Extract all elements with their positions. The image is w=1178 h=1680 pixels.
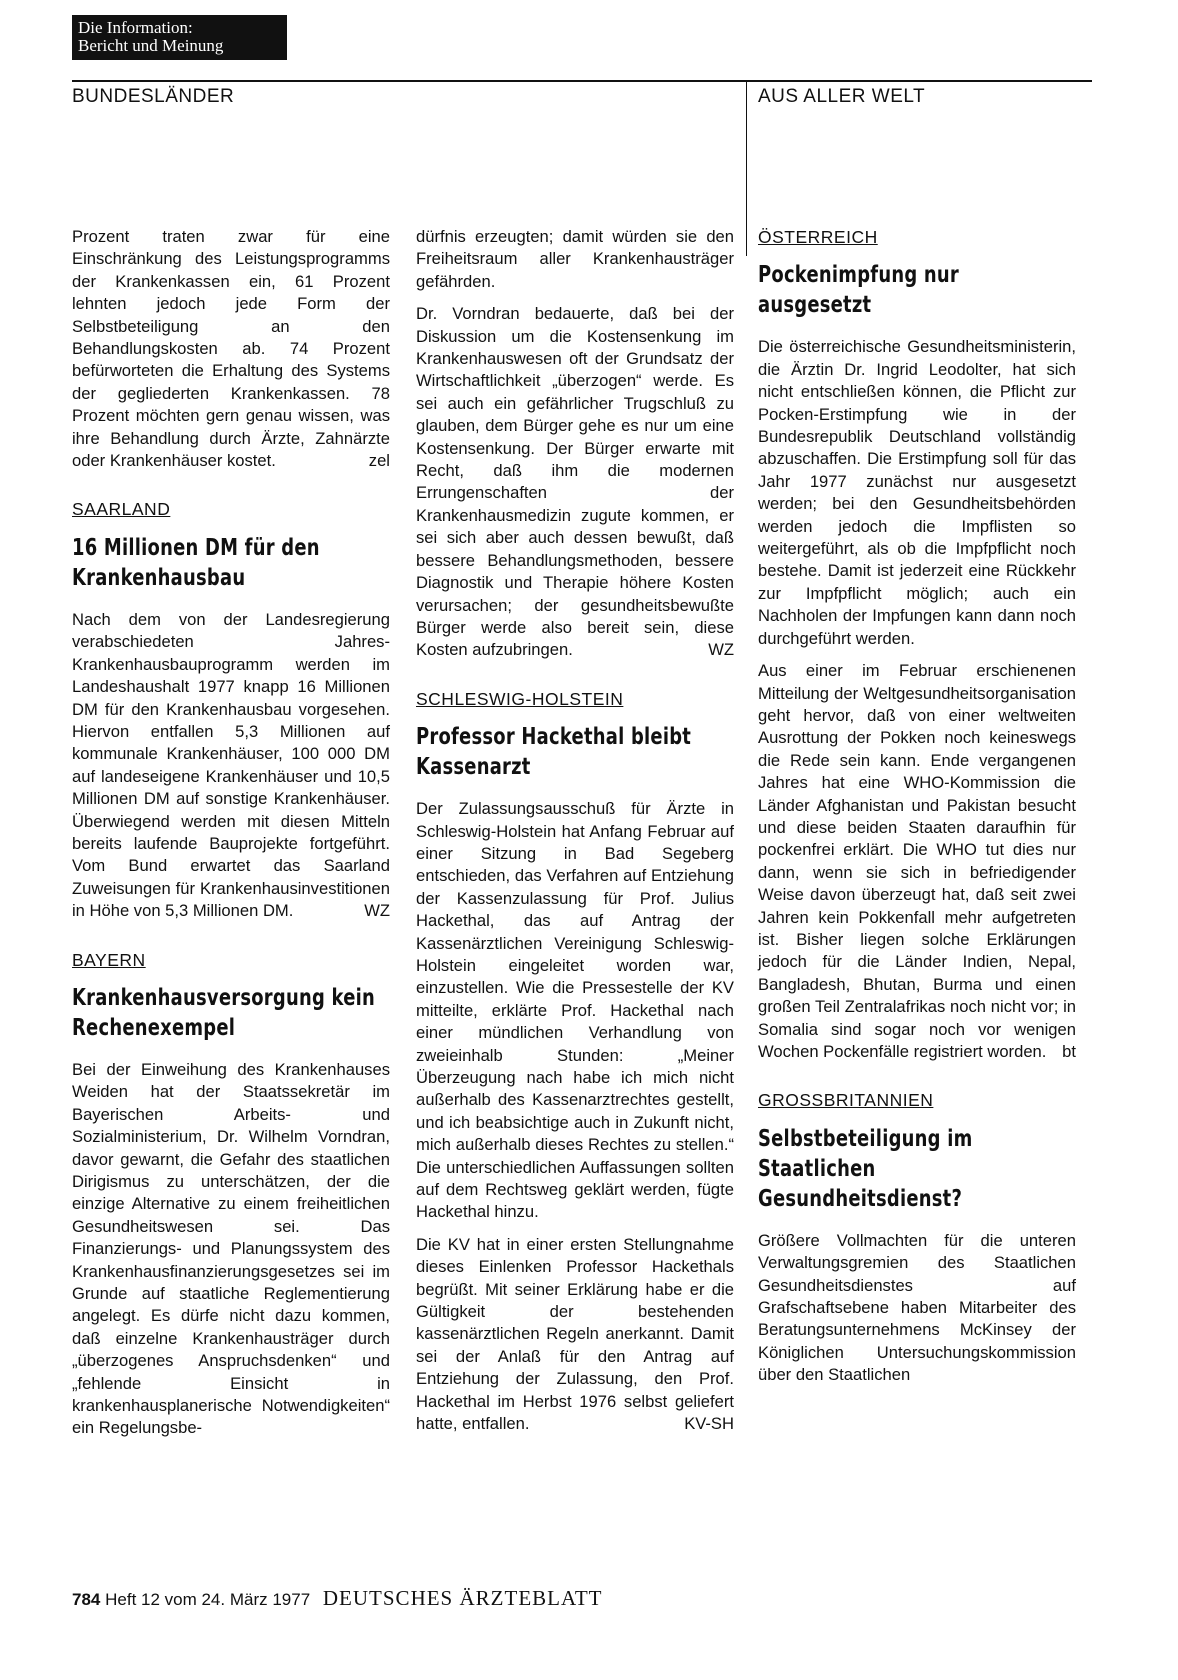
author-signature: KV-SH [684,1414,734,1434]
headline-selbstbeteiligung: Selbstbeteiligung im Staatlichen Gesundheitsdienst? [758,1125,973,1212]
headline-pockenimpfung: Pockenimpfung nur ausgesetzt [758,262,959,319]
article-paragraph: Die KV hat in einer ersten Stellungnahme dieses Einlenken Professor Hackethals begrüßt. Mit seiner Erklärung habe er die Gültigkeit der bestehenden kassenärztlichen Regeln anerkannt. Damit sei der Anlaß für den Antrag auf Entziehung der Zulassung, den Prof. Hackethal im Herbst 1976 selbst geliefert hatte, entfallen. KV-SH [416,1234,734,1436]
headline-hackethal: Professor Hackethal bleibt Kassenarzt [416,724,692,781]
issue-info: Heft 12 vom 24. März 1977 [105,1590,311,1609]
kicker-saarland: SAARLAND [72,499,171,520]
section-banner [72,15,287,60]
article-paragraph: Der Zulassungsausschuß für Ärzte in Schleswig-Holstein hat Anfang Februar auf einer Sitzung in Bad Segeberg entschieden, das Verfahren auf Entziehung der Kassenzulassung für Prof. Julius Hackethal, das auf Antrag der Kassenärztlichen Vereinigung Schleswig-Holstein eingeleitet worden war, einzustellen. Wie die Pressestelle der KV mitteilte, erklärte Prof. Hackethal nach einer mündlichen Verhandlung von zweieinhalb Stunden: „Meiner Überzeugung nach habe ich mich nicht außerhalb des Kassenarztrechtes gestellt, und ich beabsichtige auch in Zukunft nicht, mich außerhalb dieses Rechtes zu stellen.“ Die unterschiedlichen Auffassungen sollten auf dem Rechtsweg geklärt werden, fügte Hackethal hinzu. [416,799,734,1222]
article-paragraph: Größere Vollmachten für die unteren Verwaltungsgremien des Staatlichen Gesundheitsdienstes auf Grafschaftsebene haben Mitarbeiter des Beratungsunternehmens McKinsey der Königlichen Untersuchungskommission über den Staatlichen [758,1230,1076,1385]
header-rule [72,80,1092,82]
kicker-grossbritannien: GROSSBRITANNIEN [758,1090,934,1111]
author-signature: zel [368,451,390,471]
banner-line-2: Bericht und Meinung [78,36,224,55]
article-paragraph: Die österreichische Gesundheitsministerin, die Ärztin Dr. Ingrid Leodolter, hat sich nicht entschließen können, die Pflicht zur Pocken-Erstimpfung wie in der Bundesrepublik Deutschland vollständig abzuschaffen. Die Erstimpfung soll für das Jahr 1977 zunächst nur ausgesetzt werden; bei den Gesundheitsbehörden werden jedoch die Impflisten so weitergeführt, als ob die Impfpflicht noch bestehe. Damit ist jederzeit eine Rückkehr zur Impfpflicht möglich; auch ein Nachholen der Impfungen kann dann noch durchgeführt werden. [758,337,1076,648]
section-label-left: BUNDESLÄNDER [72,86,235,107]
page-footer [72,1586,602,1611]
headline-krankenhausversorgung: Krankenhausversorgung kein Rechenexempel [72,984,376,1041]
article-paragraph: Prozent traten zwar für eine Einschränkung des Leistungsprogramms der Krankenkassen ein, 61 Prozent lehnten jedoch jede Form der Selbstbeteiligung an den Behandlungskosten ab. 74 Prozent befürworteten die Erhaltung des Systems der gegliederten Krankenkassen. 78 Prozent möchten gern genau wissen, was ihre Behandlung durch Ärzte, Zahnärzte oder Krankenhäuser kostet. zel [72,226,390,472]
column-2 [416,226,734,1436]
magazine-title: DEUTSCHES ÄRZTEBLATT [322,1586,603,1610]
author-signature: WZ [708,640,734,660]
author-signature: bt [1062,1042,1076,1061]
page-number: 784 [72,1590,101,1609]
article-paragraph: Dr. Vorndran bedauerte, daß bei der Diskussion um die Kostensenkung im Krankenhauswesen oft der Grundsatz der Wirtschaftlichkeit „überzogen“ werde. Es sei auch ein gefährlicher Trugschluß zu glauben, dem Bürger gehe es nur um eine Kostensenkung. Der Bürger erwarte mit Recht, daß ihm die modernen Errungenschaften der Krankenhausmedizin zugute kommen, er sei sich aber auch dessen bewußt, daß bessere Behandlungsmethoden, bessere Diagnostik und Therapie höhere Kosten verursachen; der gesundheitsbewußte Bürger werde also bereit sein, diese Kosten aufzubringen. WZ [416,303,734,662]
article-paragraph: Aus einer im Februar erschienenen Mitteilung der Weltgesundheitsorganisation geht hervor, daß von einer weltweiten Ausrottung der Pokken noch keineswegs die Rede sein kann. Ende vergangenen Jahres hat eine WHO-Kommission die Länder Afghanistan und Pakistan besucht und diese beiden Staaten daraufhin für pockenfrei erklärt. Die WHO tut dies nur dann, wenn sie sich in befriedigender Weise davon überzeugt hat, daß seit zwei Jahren kein Pokkenfall mehr aufgetreten ist. Bisher liegen solche Erklärungen jedoch für die Länder Indien, Nepal, Bangladesh, Bhutan, Burma und einen großen Teil Zentralafrikas noch nicht vor; in Somalia sind sogar noch vor wenigen Wochen Pockenfälle registriert worden. bt [758,660,1076,1063]
author-signature: WZ [364,901,390,921]
column-divider [746,80,747,256]
article-paragraph: Bei der Einweihung des Krankenhauses Weiden hat der Staatssekretär im Bayerischen Arbeits- und Sozialministerium, Dr. Wilhelm Vorndran, davor gewarnt, die Gefahr des staatlichen Dirigismus zu unterschätzen, der die einzige Alternative zu einem freiheitlichen Gesundheitswesen sei. Das Finanzierungs- und Planungssystem des Krankenhausfinanzierungsgesetzes sei im Grunde auf staatliche Reglementierung angelegt. Es dürfe nicht dazu kommen, daß einzelne Krankenhausträger durch „überzogenes Anspruchsdenken“ und „fehlende Einsicht in krankenhausplanerische Notwendigkeiten“ ein Regelungsbe- [72,1059,390,1438]
section-label-right: AUS ALLER WELT [758,86,926,107]
banner-line-1: Die Information: [78,18,193,37]
article-paragraph: Nach dem von der Landesregierung verabschiedeten Jahres-Krankenhausbauprogramm werden im Landeshaushalt 1977 knapp 16 Millionen DM für den Krankenhausbau vorgesehen. Hiervon entfallen 5,3 Millionen auf kommunale Krankenhäuser, 100 000 DM auf landeseigene Krankenhäuser und 10,5 Millionen DM auf sonstige Krankenhäuser. Überwiegend werden mit diesen Mitteln bereits laufende Bauprojekte fortgeführt. Vom Bund erwartet das Saarland Zuweisungen für Krankenhausinvestitionen in Höhe von 5,3 Millionen DM. WZ [72,609,390,923]
column-3 [758,226,1076,1387]
column-1 [72,226,390,1440]
article-paragraph: dürfnis erzeugten; damit würden sie den Freiheitsraum aller Krankenhausträger gefährden. [416,227,734,291]
kicker-oesterreich: ÖSTERREICH [758,227,878,247]
headline-krankenhausbau: 16 Millionen DM für den Krankenhausbau [72,534,320,591]
kicker-schleswig-holstein: SCHLESWIG-HOLSTEIN [416,688,624,709]
kicker-bayern: BAYERN [72,949,146,970]
